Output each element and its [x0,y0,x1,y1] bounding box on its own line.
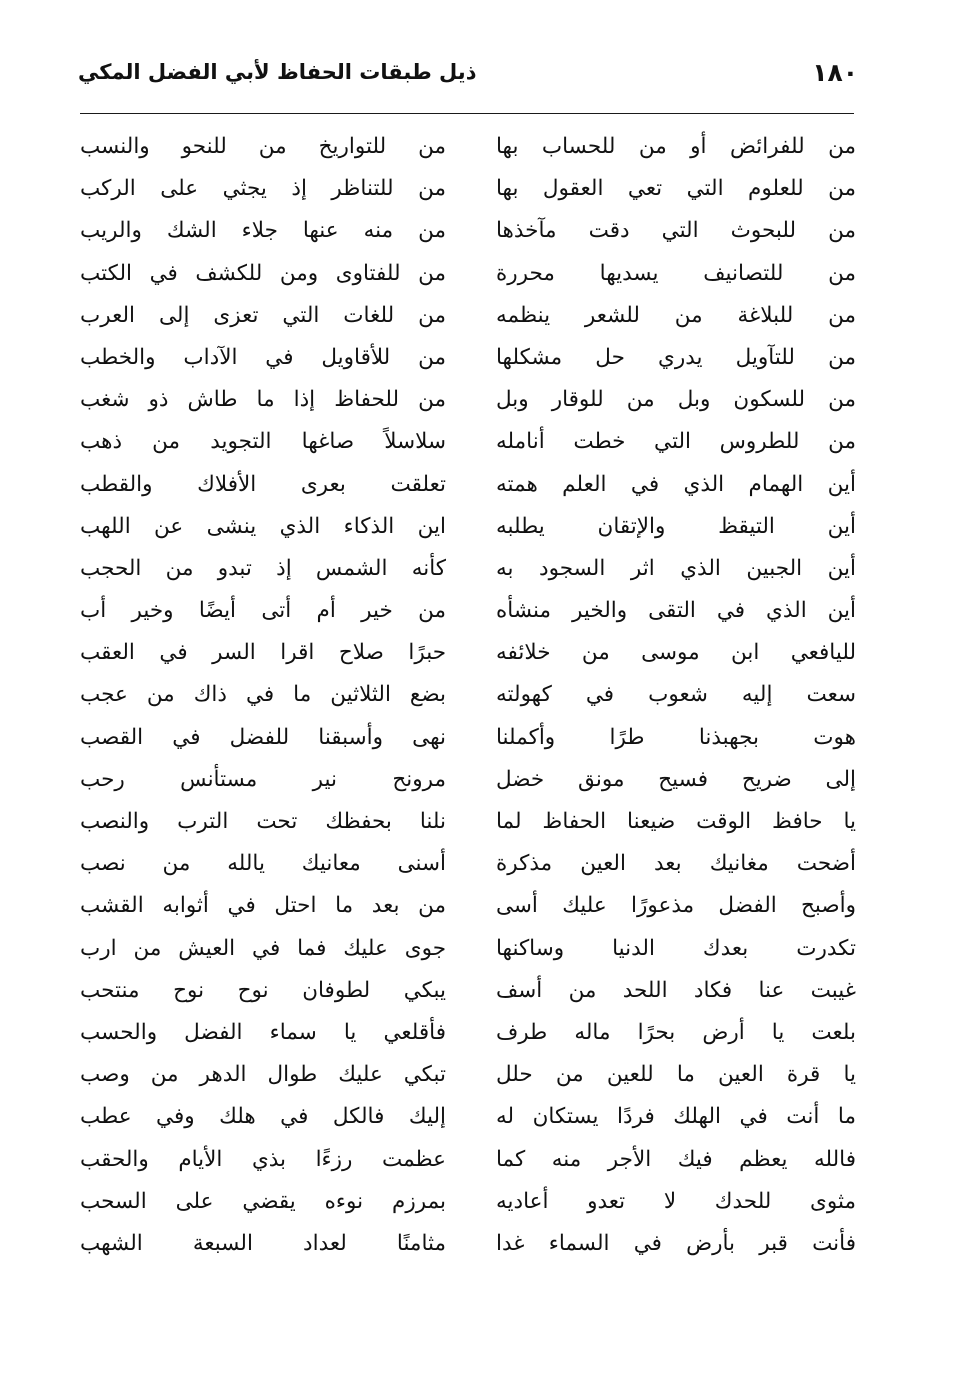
verse-second-hemistich: بمرزم نوءه يقضي على السحب [80,1188,446,1214]
verse-line [78,379,856,421]
verse-line [78,717,856,759]
verse-line [78,801,856,843]
verse-first-hemistich: لليافعي ابن موسى من خلائفه [496,640,856,666]
verse-line [78,928,856,970]
verse-first-hemistich: من للتصانيف يسديها محررة [496,260,856,286]
verse-first-hemistich: تكدرت بعدك الدنيا وساكنها [496,935,856,961]
verse-second-hemistich: يبكي لطوفان نوح نوح منتحب [80,977,446,1003]
header-rule [80,113,854,114]
page-header [78,52,858,100]
verse-first-hemistich: أين الجبين الذي اثر السجود به [496,555,856,581]
verse-first-hemistich: ما أنت في الهلك فردًا يستكان له [496,1104,856,1130]
verse-first-hemistich: من للعلوم التي تعي العقول بها [496,176,856,202]
verse-second-hemistich: فأقلعي يا سماء الفضل والحسب [80,1019,446,1045]
verse-line [78,253,856,295]
verse-first-hemistich: أين التيقظ والإتقان يطلبه [496,513,856,539]
verse-second-hemistich: جوى عليك فما في العيش من ارب [80,935,446,961]
verse-line [78,210,856,252]
verse-line [78,421,856,463]
verse-second-hemistich: حبرًا صلاح اقرا السر في العقب [80,640,446,666]
verse-line [78,1012,856,1054]
verse-line [78,295,856,337]
verse-first-hemistich: من للبلاغة من للشعر ينظمه [496,302,856,328]
verse-line [78,1139,856,1181]
verse-first-hemistich: فالله يعظم فيك الأجر منه كما [496,1146,856,1172]
verse-first-hemistich: مثوى للحدك لا تعدو أعاديه [496,1188,856,1214]
verse-first-hemistich: من للبحوث التي دقت مآخذها [496,218,856,244]
verse-second-hemistich: إليك فالكل في هلك وفي عطب [80,1104,446,1130]
running-title: ذيل طبقات الحفاظ لأبي الفضل المكي [78,60,477,84]
verse-second-hemistich: تعلقت بعرى الأفلاك والقطب [80,471,446,497]
verse-second-hemistich: بضع الثلاثين ما في ذاك من عجب [80,682,446,708]
verse-line [78,1181,856,1223]
page-number: ١٨٠ [812,58,858,87]
verse-first-hemistich: بلعت يا أرض بحرًا ماله طرف [496,1019,856,1045]
verse-first-hemistich: وأصبح الفضل مذعورًا عليك أسى [496,893,856,919]
verse-line [78,632,856,674]
verse-line [78,464,856,506]
verse-second-hemistich: من خير أم أتى أيضًا وخير أب [80,598,446,624]
verse-second-hemistich: مرونح نير مستأنس رحب [80,766,446,792]
verse-second-hemistich: تبكي عليك طوال الدهر من وصب [80,1062,446,1088]
verse-line [78,843,856,885]
verse-line [78,970,856,1012]
verse-second-hemistich: عظمت رزءًا بذي الأيام والحقب [80,1146,446,1172]
verse-second-hemistich: من للحفاظ إذا ما طاش ذو شغب [80,387,446,413]
verse-first-hemistich: هوت بجهبذنا طرًا وأكملنا [496,724,856,750]
verse-second-hemistich: من للغات التي تعزى إلى العرب [80,302,446,328]
verse-first-hemistich: من للسكون وبل من للوقار وبل [496,387,856,413]
verse-line [78,1223,856,1265]
verse-line [78,337,856,379]
verse-line [78,885,856,927]
verse-first-hemistich: من للطروس التي خطت أنامله [496,429,856,455]
verse-second-hemistich: أسنى معانيك يالله من نصب [80,851,446,877]
poem-verses [78,126,856,1265]
verse-first-hemistich: فأنت قبر بأرض في السماء غدا [496,1230,856,1256]
verse-first-hemistich: من للتآويل يدري حل مشكلها [496,344,856,370]
verse-second-hemistich: من للتواريخ من للنحو والنسب [80,134,446,159]
verse-line [78,759,856,801]
verse-second-hemistich: من للتناظر إذ يجثي على الركب [80,176,446,202]
verse-second-hemistich: نلنا بحفظك تحت الترب والنصب [80,809,446,834]
verse-line [78,674,856,716]
verse-first-hemistich: غيبت عنا فكاد اللحد من أسف [496,977,856,1003]
verse-first-hemistich: من للفرائض أو من للحساب بها [496,134,856,159]
verse-first-hemistich: أين الذي في التقى والخير منشأه [496,598,856,624]
verse-second-hemistich: سلاسلاً صاغها التجويد من ذهب [80,429,446,455]
verse-second-hemistich: اين الذكاء الذي ينشى عن اللهب [80,513,446,539]
verse-line [78,1096,856,1138]
verse-first-hemistich: سعت إليه شعوب في كهولته [496,682,856,708]
verse-second-hemistich: كأنه الشمس إذ تبدو من الحجب [80,555,446,581]
verse-first-hemistich: أين الهمام الذي في العلم همته [496,471,856,497]
verse-second-hemistich: من منه عنها جلاء الشك والريب [80,218,446,244]
verse-line [78,126,856,168]
verse-second-hemistich: من بعد ما احتل في أثوابه القشب [80,893,446,919]
verse-first-hemistich: يا حافظ الوقت ضيعنا الحفاظ لما [496,809,856,834]
verse-first-hemistich: يا قرة العين ما للعين من حلل [496,1062,856,1088]
verse-first-hemistich: أضحت مغانيك بعد العين مذكرة [496,851,856,877]
verse-second-hemistich: من للأقاويل في الآداب والخطب [80,344,446,370]
verse-line [78,590,856,632]
verse-first-hemistich: إلى ضريح فسيح مونق خضل [496,766,856,792]
verse-line [78,548,856,590]
verse-line [78,1054,856,1096]
verse-second-hemistich: مثامنًا لعداد السبعة الشهب [80,1230,446,1256]
verse-second-hemistich: من للفتاوى ومن للكشف في الكتب [80,260,446,286]
verse-second-hemistich: نهى وأسبقنا للفضل في القصب [80,724,446,750]
verse-line [78,168,856,210]
verse-line [78,506,856,548]
